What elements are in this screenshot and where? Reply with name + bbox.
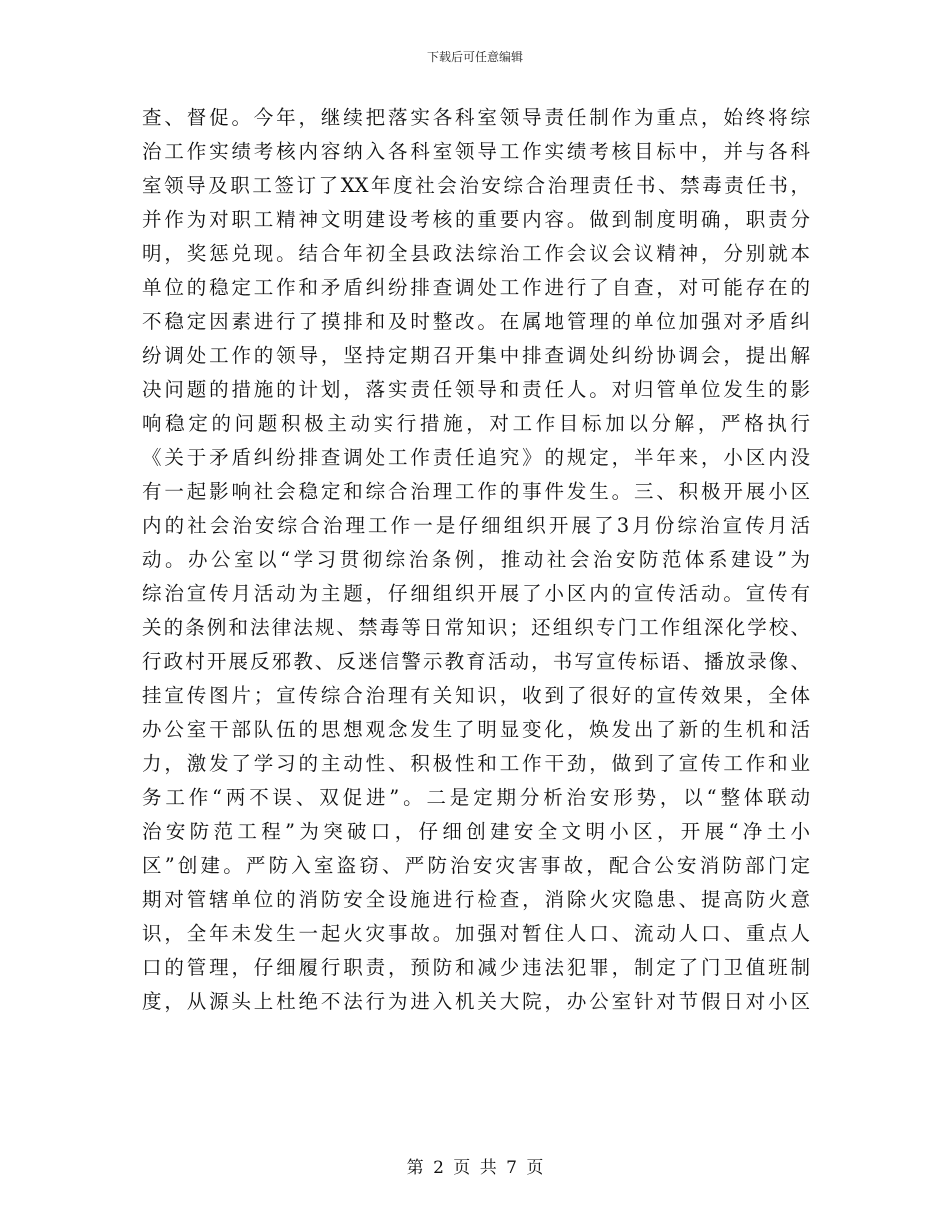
body-line: 度，从源头上杜绝不法行为进入机关大院，办公室针对节假日对小区	[142, 990, 810, 1013]
body-line: 识，全年未发生一起火灾事故。加强对暂住人口、流动人口、重点人	[142, 922, 810, 945]
body-line: 治工作实绩考核内容纳入各科室领导工作实绩考核目标中，并与各科	[142, 140, 810, 163]
body-line: 挂宣传图片；宣传综合治理有关知识，收到了很好的宣传效果，全体	[142, 684, 810, 707]
body-line: 治安防范工程”为突破口，仔细创建安全文明小区，开展“净土小	[142, 820, 810, 843]
body-line: 决问题的措施的计划，落实责任领导和责任人。对归管单位发生的影	[142, 378, 810, 401]
body-line: 期对管辖单位的消防安全设施进行检查，消除火灾隐患、提高防火意	[142, 888, 810, 911]
body-line: 行政村开展反邪教、反迷信警示教育活动，书写宣传标语、播放录像、	[142, 650, 810, 673]
body-line: 纷调处工作的领导，坚持定期召开集中排查调处纠纷协调会，提出解	[142, 344, 810, 367]
body-line: 动。办公室以“学习贯彻综治条例，推动社会治安防范体系建设”为	[142, 548, 810, 571]
body-line: 力，激发了学习的主动性、积极性和工作干劲，做到了宣传工作和业	[142, 752, 810, 775]
document-body	[142, 101, 810, 1019]
body-line: 并作为对职工精神文明建设考核的重要内容。做到制度明确，职责分	[142, 208, 810, 231]
body-line: 《关于矛盾纠纷排查调处工作责任追究》的规定，半年来，小区内没	[142, 446, 810, 469]
body-line: 有一起影响社会稳定和综合治理工作的事件发生。三、积极开展小区	[142, 480, 810, 503]
body-line: 内的社会治安综合治理工作一是仔细组织开展了3月份综治宣传月活	[142, 514, 810, 537]
body-line: 明，奖惩兑现。结合年初全县政法综治工作会议会议精神，分别就本	[142, 242, 810, 265]
body-line: 不稳定因素进行了摸排和及时整改。在属地管理的单位加强对矛盾纠	[142, 310, 810, 333]
body-line: 关的条例和法律法规、禁毒等日常知识；还组织专门工作组深化学校、	[142, 616, 810, 639]
page-number-footer: 第 2 页 共 7 页	[406, 1158, 544, 1178]
body-line: 区”创建。严防入室盗窃、严防治安灾害事故，配合公安消防部门定	[142, 854, 810, 877]
body-line: 单位的稳定工作和矛盾纠纷排查调处工作进行了自查，对可能存在的	[142, 276, 810, 299]
body-line: 务工作“两不误、双促进”。二是定期分析治安形势，以“整体联动	[142, 786, 810, 809]
body-line: 综治宣传月活动为主题，仔细组织开展了小区内的宣传活动。宣传有	[142, 582, 810, 605]
body-line: 办公室干部队伍的思想观念发生了明显变化，焕发出了新的生机和活	[142, 718, 810, 741]
body-line: 查、督促。今年，继续把落实各科室领导责任制作为重点，始终将综	[142, 106, 810, 129]
page-header-note: 下载后可任意编辑	[426, 50, 523, 64]
body-line: 口的管理，仔细履行职责，预防和减少违法犯罪，制定了门卫值班制	[142, 956, 810, 979]
body-line: 室领导及职工签订了XX年度社会治安综合治理责任书、禁毒责任书，	[142, 174, 810, 197]
body-line: 响稳定的问题积极主动实行措施，对工作目标加以分解，严格执行	[142, 412, 810, 435]
